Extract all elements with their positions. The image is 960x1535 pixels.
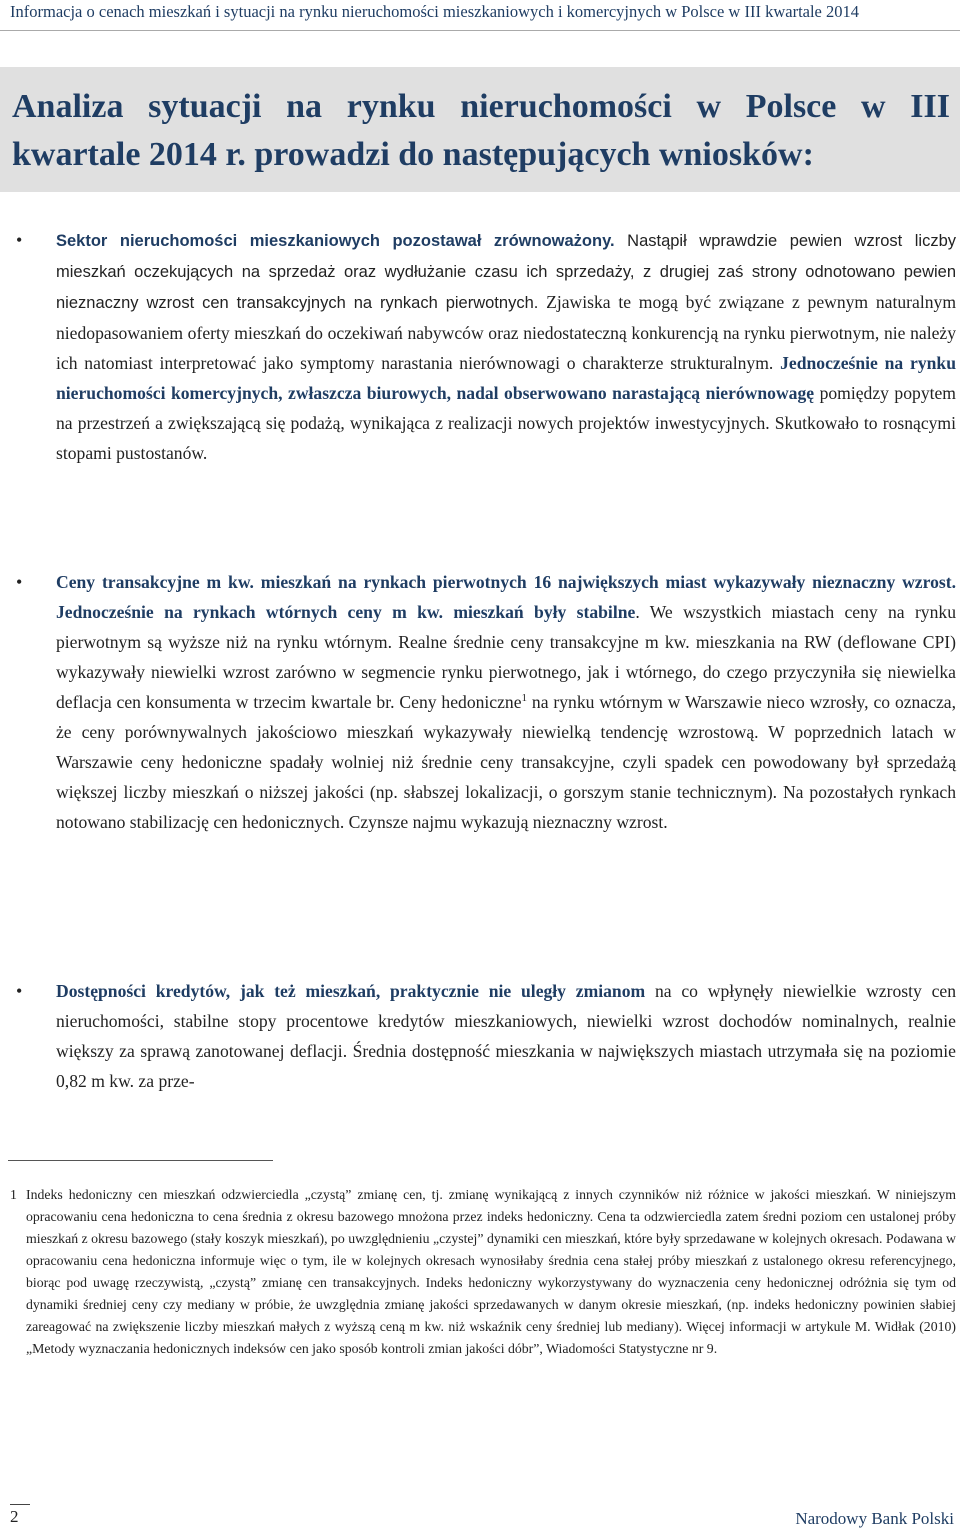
bullet-residential-sector <box>16 225 956 468</box>
footnote-ref[interactable]: 1 <box>521 692 528 705</box>
bullet-bold: Jednocześnie na rynku nieruchomości komercyjnych, zwłaszcza biurowych, nadal obserwowano narastającą nierównowagę <box>56 353 956 403</box>
footnote-divider <box>8 1160 273 1161</box>
bullet-text: Nastąpił wprawdzie pewien wzrost liczby mieszkań oczekujących na sprzedaż oraz wydłużanie czasu ich sprzedaży, z drugiej zaś strony odnotowano pewien nieznaczny wzrost cen transakcyjnych na rynkach pierwotnych. <box>56 232 956 312</box>
title-box <box>0 67 960 192</box>
running-header: Informacja o cenach mieszkań i sytuacji na rynku nieruchomości mieszkaniowych i komercyjnych w Polsce w III kwartale 2014 <box>10 2 860 21</box>
bullet-dot-icon: • <box>16 572 23 592</box>
footnote-text: Indeks hedoniczny cen mieszkań odzwierciedla „czystą” zmianę cen, tj. zmianę wynikającą z innych czynników niż różnice w jakości mieszkań. W niniejszym opracowaniu cena hedoniczna to cena średnia z okresu bazowego mnożona przez indeks hedoniczny. Cena ta odzwierciedla zatem średni poziom cen ustalonej próby mieszkań z okresu bazowego (stały koszyk mieszkań), po uwzględnieniu „czystej” dynamiki cen mieszkań, które były sprzedawane w kolejnych okresach. Podawana w opracowaniu cena hedoniczna informuje więc o tym, ile w kolejnych okresach wynosiłaby średnia cena stałej próby mieszkań z ustalonego okresu referencyjnego, biorąc pod uwagę rzeczywistą, „czystą” zmianę cen transakcyjnych. Indeks hedoniczny wykorzystywany do wyznaczenia ceny hedonicznej odróżnia się tym od dynamiki średniej ceny czy mediany w próbie, że uwzględnia zmianę jakości sprzedawanych w danym okresie mieszkań, (np. indeks hedoniczny powinien słabiej zareagować na zwiększenie liczby mieszkań małych z wyższą ceną m kw. niż wskaźnik ceny średniej lub mediany). Więcej informacji w artykule M. Widłak (2010) „Metody wyznaczania hedonicznych indeksów cen jako sposób kontroli zmian jakości dóbr”, Wiadomości Statystyczne nr 9. <box>26 1187 956 1356</box>
bullet-text: . We wszystkich miastach ceny na rynku pierwotnym są wyższe niż na rynku wtórnym. Realne średnie ceny transakcyjne m kw. mieszkania na RW (deflowane CPI) wykazywały niewielki wzrost zarówno w segmencie rynku pierwotnego, jak i wtórnego, do czego przyczyniła się niewielka deflacja cen konsumenta w trzecim kwartale br. Ceny hedoniczne <box>56 602 956 712</box>
bullet-text: na co wpłynęły niewielkie wzrosty cen nieruchomości, stabilne stopy procentowe kredytów mieszkaniowych, niewielki wzrost dochodów nominalnych, realnie większy za sprawą zanotowanej deflacji. Średnia dostępność mieszkania w największych miastach utrzymała się na poziomie 0,82 m kw. za prze- <box>56 981 956 1091</box>
page-title: Analiza sytuacji na rynku nieruchomości w Polsce w III kwartale 2014 r. prowadzi do następujących wniosków: <box>12 88 950 173</box>
bullet-lead: Sektor nieruchomości mieszkaniowych pozostawał zrównoważony. <box>56 232 615 250</box>
bullet-lead: Dostępności kredytów, jak też mieszkań, praktycznie nie uległy zmianom <box>56 981 646 1001</box>
bullet-text: na rynku wtórnym w Warszawie nieco wzrosły, co oznacza, że ceny porównywalnych jakościowo mieszkań wykazywały niewielką tendencję wzrostową. W poprzednich latach w Warszawie ceny hedoniczne spadały wolniej niż średnie ceny transakcyjne, czyli spadek cen powodowany był sprzedażą większej liczby mieszkań o niższej jakości (np. słabszej lokalizacji, o gorszym stanie technicznym). Na pozostałych rynkach notowano stabilizację cen hedonicznych. Czynsze najmu wykazują nieznaczny wzrost. <box>56 692 956 832</box>
page-number: 2 <box>10 1504 30 1527</box>
bullet-dot-icon: • <box>16 230 23 250</box>
footnote <box>10 1184 956 1360</box>
bullet-text: Zjawiska te mogą być związane z pewnym naturalnym niedopasowaniem oferty mieszkań do oczekiwań nabywców oraz niedostateczną konkurencją na rynku pierwotnym, nie należy ich natomiast interpretować jako symptomy narastania nierównowagi o charakterze strukturalnym. <box>56 292 956 373</box>
organization-name: Narodowy Bank Polski <box>795 1509 954 1528</box>
bullet-dot-icon: • <box>16 981 23 1001</box>
bullet-text: pomiędzy popytem na przestrzeń a zwiększającą się podażą, wynikająca z realizacji nowych projektów inwestycyjnych. Skutkowało to rosnącymi stopami pustostanów. <box>56 383 956 463</box>
footnote-number: 1 <box>10 1187 17 1202</box>
bullet-credit-availability <box>16 976 956 1096</box>
bullet-transaction-prices <box>16 567 956 837</box>
bullet-lead: Ceny transakcyjne m kw. mieszkań na rynkach pierwotnych 16 największych miast wykazywały nieznaczny wzrost. Jednocześnie na rynkach wtórnych ceny m kw. mieszkań były stabilne <box>56 572 956 622</box>
header-divider <box>0 30 960 31</box>
